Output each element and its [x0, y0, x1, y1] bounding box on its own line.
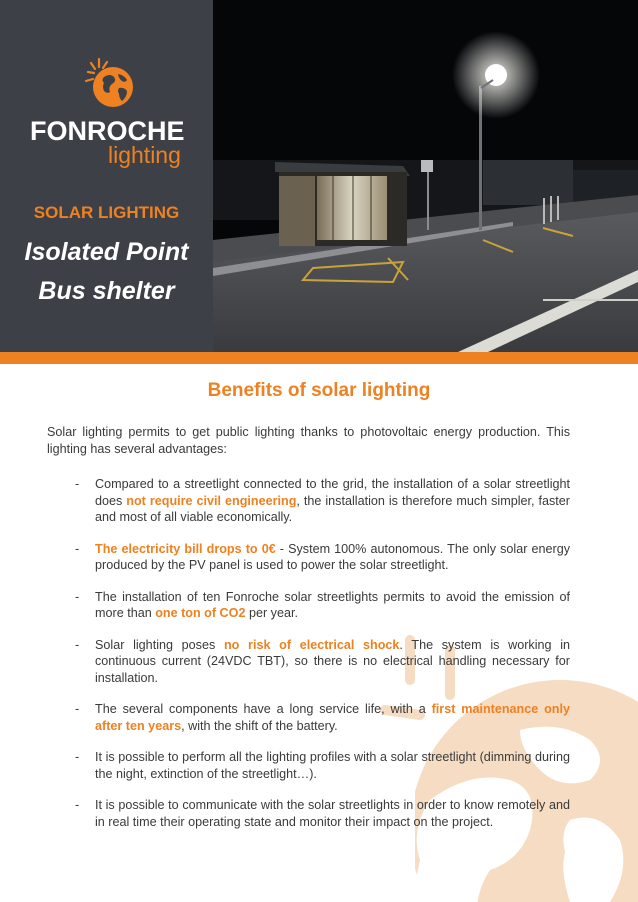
- list-item: - It is possible to perform all the lighting profiles with a solar streetlight (dimming during the night, extinction of the streetlight…).: [75, 750, 570, 781]
- title-line-2: Bus shelter: [38, 277, 175, 305]
- list-item: - It is possible to communicate with the solar streetlights in order to know remotely and in real time their operating state and monitor their impact on the project.: [75, 798, 570, 829]
- list-item: - Solar lighting poses no risk of electrical shock. The system is working in continuous current (24VDC TBT), so there is no electrical handling necessary for installation.: [75, 637, 570, 685]
- accent-divider: [0, 352, 638, 364]
- brand-name: FONROCHE: [30, 116, 185, 146]
- title-line-1: Isolated Point: [24, 238, 189, 266]
- list-item: - The several components have a long service life, with a first maintenance only after ten years, with the shift of the battery.: [75, 702, 570, 733]
- list-item: - The installation of ten Fonroche solar streetlights permits to avoid the emission of more than one ton of CO2 per year.: [75, 589, 570, 620]
- section-heading: Benefits of solar lighting: [207, 380, 431, 401]
- brand-sub: lighting: [108, 142, 181, 168]
- intro-paragraph: Solar lighting permits to get public lighting thanks to photovoltaic energy production. This lighting has several advantages:: [47, 425, 570, 456]
- list-item: - The electricity bill drops to 0€ - System 100% autonomous. The only solar energy produced by the PV panel is used to power the solar streetlight.: [75, 541, 570, 572]
- brand-panel: [0, 0, 213, 352]
- category-label: SOLAR LIGHTING: [33, 203, 180, 222]
- list-item: - Compared to a streetlight connected to the grid, the installation of a solar streetlight does not require civil engineering, the installation is therefore much simpler, faster and most of all viable economically.: [75, 477, 570, 524]
- benefits-list: [47, 476, 570, 845]
- bus-shelter-photo: [213, 0, 638, 352]
- header-banner: [0, 0, 638, 352]
- sun-globe-icon: [82, 55, 136, 111]
